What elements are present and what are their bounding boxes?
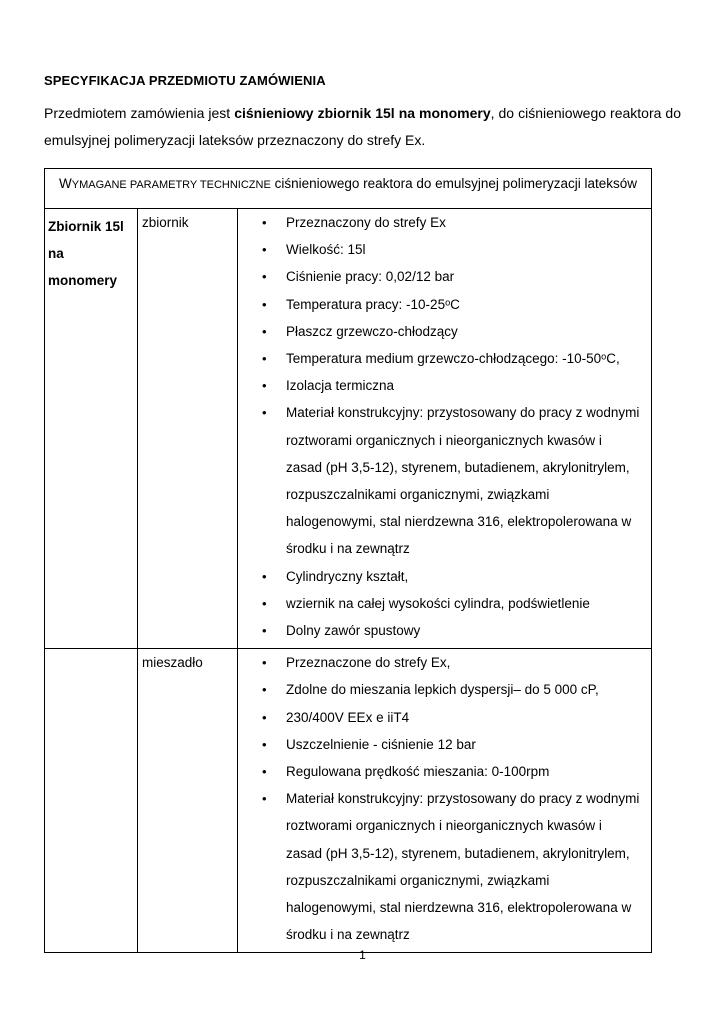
list-item: • Przeznaczone do strefy Ex,: [238, 649, 641, 676]
component-cell: mieszadło: [138, 649, 238, 953]
bullet-icon: •: [262, 269, 267, 285]
bullet-icon: •: [262, 709, 267, 725]
bullet-icon: •: [262, 623, 267, 639]
item-name-line: na: [48, 246, 64, 261]
bullet-icon: •: [262, 764, 267, 780]
component-cell: zbiornik: [138, 209, 238, 649]
list-item: • Cylindryczny kształt,: [238, 563, 641, 590]
list-item: • Materiał konstrukcyjny: przystosowany do pracy z wodnymi roztworami organicznych i nieorganicznych kwasów i zasad (pH 3,5-12), styrenem, butadienem, akrylonitrylem, rozpuszczalnikami organicznymi, związkami halogenowymi, stal nierdzewna 316, elektropolerowana w środku i na zewnątrz: [238, 785, 641, 948]
item-name-line: monomery: [48, 273, 118, 288]
bullet-icon: •: [262, 242, 267, 258]
bullet-icon: •: [262, 405, 267, 421]
bullets-cell: [238, 649, 652, 953]
bullet-list: [238, 209, 651, 648]
intro-text-2: , do ciśnieniowego reaktora do emulsyjnej polimeryzacji lateksów przeznaczony do strefy Ex.: [44, 105, 681, 148]
item-name-cell: [45, 209, 138, 649]
list-item: • 230/400V EEx e iiT4: [238, 704, 641, 731]
spec-table: [44, 168, 652, 953]
list-item: • Płaszcz grzewczo-chłodzący: [238, 318, 641, 345]
list-item: • Wielkość: 15l: [238, 236, 641, 263]
list-item: • wziernik na całej wysokości cylindra, podświetlenie: [238, 590, 641, 617]
item-name-line: Zbiornik 15l: [48, 219, 124, 234]
bullet-list: [238, 649, 651, 952]
list-item: • Zdolne do mieszania lepkich dyspersji– do 5 000 cP,: [238, 676, 641, 703]
intro-paragraph: [44, 100, 681, 154]
bullets-cell: [238, 209, 652, 649]
bullet-icon: •: [262, 323, 267, 339]
list-item: • Uszczelnienie - ciśnienie 12 bar: [238, 731, 641, 758]
table-row: [45, 649, 652, 953]
bullet-icon: •: [262, 791, 267, 807]
document-heading: SPECYFIKACJA PRZEDMIOTU ZAMÓWIENIA: [44, 73, 326, 88]
title-rest: ciśnieniowego reaktora do emulsyjnej polimeryzacji lateksów: [270, 176, 637, 191]
list-item: • Izolacja termiczna: [238, 372, 641, 399]
bullet-icon: •: [262, 351, 267, 367]
bullet-icon: •: [262, 595, 267, 611]
item-name-cell-empty: [45, 649, 138, 953]
bullet-icon: •: [262, 378, 267, 394]
spec-table-title: [45, 169, 652, 209]
page-number: 1: [359, 948, 366, 962]
list-item: • Dolny zawór spustowy: [238, 617, 641, 644]
bullet-icon: •: [262, 682, 267, 698]
title-small-caps: YMAGANE PARAMETRY TECHNICZNE: [71, 179, 271, 191]
bullet-icon: •: [262, 655, 267, 671]
intro-text-1: Przedmiotem zamówienia jest: [44, 105, 235, 121]
bullet-icon: •: [262, 568, 267, 584]
bullet-icon: •: [262, 736, 267, 752]
list-item: • Przeznaczony do strefy Ex: [238, 209, 641, 236]
list-item: • Materiał konstrukcyjny: przystosowany do pracy z wodnymi roztworami organicznych i nieorganicznych kwasów i zasad (pH 3,5-12), styrenem, butadienem, akrylonitrylem, rozpuszczalnikami organicznymi, związkami halogenowymi, stal nierdzewna 316, elektropolerowana w środku i na zewnątrz: [238, 399, 641, 562]
list-item: • Regulowana prędkość mieszania: 0-100rpm: [238, 758, 641, 785]
bullet-icon: •: [262, 215, 267, 230]
list-item: • Temperatura pracy: -10-25ᵒC: [238, 291, 641, 318]
bullet-icon: •: [262, 296, 267, 312]
intro-bold-subject: ciśnieniowy zbiornik 15l na monomery: [234, 105, 491, 121]
spec-table-title-row: [45, 169, 652, 209]
list-item: • Ciśnienie pracy: 0,02/12 bar: [238, 263, 641, 290]
table-row: [45, 209, 652, 649]
list-item: • Temperatura medium grzewczo-chłodzącego: -10-50ᵒC,: [238, 345, 641, 372]
title-small-caps-initial: W: [59, 176, 72, 191]
